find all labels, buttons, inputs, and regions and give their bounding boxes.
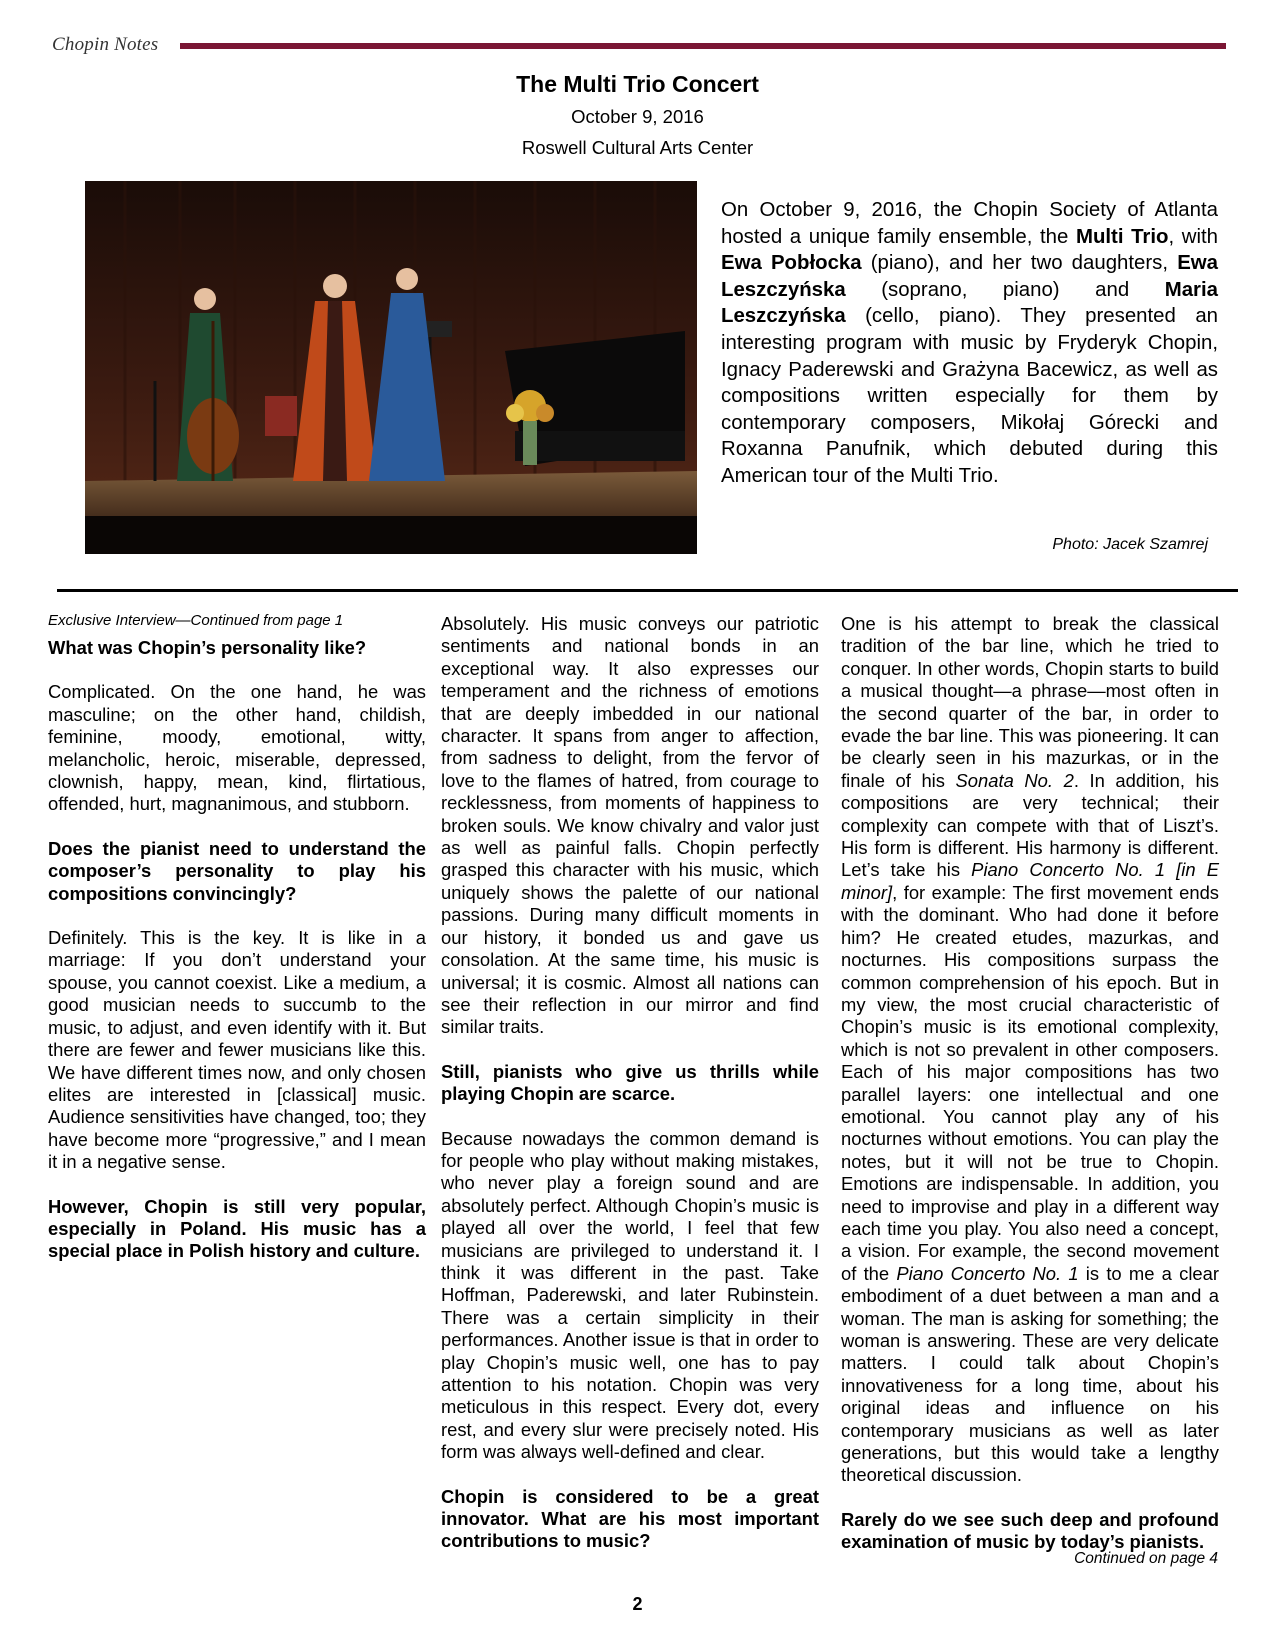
performer-name: Ewa Leszczyńska (721, 252, 1218, 301)
ensemble-name: Multi Trio (1075, 225, 1169, 248)
article-venue: Roswell Cultural Arts Center (521, 137, 754, 158)
interview-question: What was Chopin’s personality like? (48, 637, 367, 658)
interview-question: Still, pianists who give us thrills while playing Chopin are scarce. (441, 1060, 819, 1105)
article-heading (0, 68, 1275, 163)
page-number: 2 (632, 1594, 643, 1614)
article-title: The Multi Trio Concert (516, 71, 759, 97)
interview-question: However, Chopin is still very popular, especially in Poland. His music has a special place in Polish history and culture. (48, 1195, 426, 1262)
header-rule (180, 43, 1226, 49)
interview-answer: Definitely. This is the key. It is like in a marriage: If you don’t understand your spouse, you cannot coexist. Like a medium, a good musician needs to succumb to the music, to adjust, and even identify with it. But there are fewer and fewer musicians like this. We have different times now, and only chosen elites are interested in [classical] music. Audience sensitivities have changed, too; they have become more “progressive,” and I mean it in a negative sense. (48, 927, 426, 1173)
continued-on-link[interactable]: Continued on page 4 (1074, 1550, 1218, 1567)
continued-from: Exclusive Interview—Continued from page 1 (48, 612, 344, 629)
interview-question: Rarely do we see such deep and profound examination of music by today’s pianists. (841, 1508, 1219, 1553)
section-divider (57, 589, 1238, 592)
column-3 (841, 613, 1219, 1576)
interview-question: Does the pianist need to understand the composer’s personality to play his compositions convincingly? (48, 837, 426, 904)
interview-answer: One is his attempt to break the classical tradition of the bar line, which he tried to conquer. In other words, Chopin starts to build a musical thought—a phrase—most often in the second quarter of the bar, in order to evade the bar line. This was pioneering. It can be clearly seen in his mazurkas, or in the finale of his Sonata No. 2. In addition, his compositions are very technical; their complexity can compete with that of Liszt’s. His form is different. His harmony is different. Let’s take his Piano Concerto No. 1 [in E minor], for example: The first movement ends with the dominant. Who had done it before him? He created etudes, mazurkas, and nocturnes. His compositions surpass the common comprehension of his epoch. But in my view, the most crucial characteristic of Chopin’s music is its emotional complexity, which is not so prevalent in other composers. Each of his major compositions has two parallel layers: one intellectual and one emotional. You cannot play any of his nocturnes without emotions. You can play the notes, but it will not be true to Chopin. Emotions are indispensable. In addition, you need to improvise and play in a different way each time you play. You also need a concept, a vision. For example, the second movement of the Piano Concerto No. 1 is to me a clear embodiment of a duet between a man and a woman. The man is asking for something; the woman is answering. These are very delicate matters. I could talk about Chopin’s innovativeness for a long time, about his original ideas and influence on his contemporary musicians as well as later generations, but this would take a lengthy theoretical discussion. (841, 613, 1220, 1486)
column-1 (48, 611, 426, 1285)
column-2 (441, 613, 819, 1575)
interview-answer: Complicated. On the one hand, he was masculine; on the other hand, childish, feminine, moody, emotional, witty, melancholic, heroic, miserable, depressed, clownish, happy, mean, kind, flirtatious, offended, hurt, magnanimous, and stubborn. (48, 681, 426, 815)
interview-question: Chopin is considered to be a great innovator. What are his most important contributions to music? (441, 1485, 819, 1552)
concert-photo (85, 181, 697, 554)
article-date: October 9, 2016 (571, 106, 704, 127)
newsletter-name: Chopin Notes (52, 34, 159, 55)
photo-credit: Photo: Jacek Szamrej (1052, 536, 1208, 553)
performer-name: Ewa Pobłocka (721, 252, 862, 275)
performer-name: Maria Leszczyńska (721, 278, 1218, 328)
interview-answer: Because nowadays the common demand is for people who play without making mistakes, who never play a foreign sound and are absolutely perfect. Although Chopin’s music is played all over the world, I feel that few musicians are privileged to understand it. I think it was different in the past. Take Hoffman, Paderewski, and later Rubinstein. There was a certain simplicity in their performances. Another issue is that in order to play Chopin’s music well, one has to pay attention to his notation. Chopin was very meticulous in this respect. Every dot, every rest, and every slur were precisely noted. His form was always well-defined and clear. (441, 1127, 819, 1463)
intro-paragraph: On October 9, 2016, the Chopin Society of Atlanta hosted a unique family ensemble, the Multi Trio, with Ewa Pobłocka (piano), and her two daughters, Ewa Leszczyńska (soprano, piano) and Maria Leszczyńska (cello, piano). They presented an interesting program with music by Fryderyk Chopin, Ignacy Paderewski and Grażyna Bacewicz, as well as compositions written especially for them by contemporary composers, Mikołaj Górecki and Roxanna Panufnik, which debuted during this American tour of the Multi Trio. (721, 199, 1218, 487)
interview-answer: Absolutely. His music conveys our patriotic sentiments and national bonds in an exceptional way. It also expresses our temperament and the richness of emotions that are deeply imbedded in our national character. It spans from anger to affection, from sadness to delight, from the fervor of love to the flames of hatred, from courage to recklessness, from moments of happiness to broken souls. We know chivalry and valor just as well as painful falls. Chopin perfectly grasped this character with his music, which uniquely shows the palette of our national passions. During many difficult moments in our history, it bonded us and gave us consolation. At the same time, his music is universal; it is cosmic. Almost all nations can see their reflection in our mirror and find similar traits. (441, 613, 819, 1038)
